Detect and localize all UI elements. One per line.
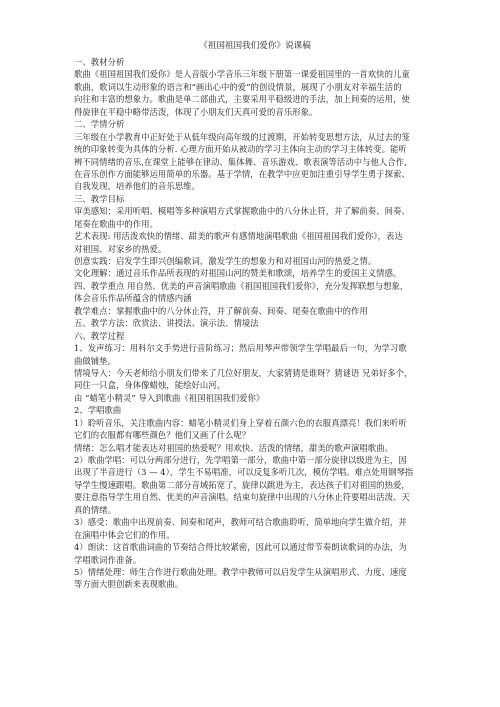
paragraph-line: 向往和丰富的想象力。歌曲是单二部曲式，主要采用平稳级进的手法，加上间奏的运用，使 [74, 94, 410, 105]
paragraph-line: 在演唱中体会它们的作用。 [74, 529, 175, 540]
paragraph-line: 歌曲《祖国祖国我们爱你》是人音版小学音乐三年级下册第一课爱祖国里的一首欢快的儿童 [74, 69, 410, 80]
paragraph-line: 等方面大胆创新来表现歌曲。 [74, 579, 184, 590]
paragraph-line: 教学难点：掌握歌曲中的八分休止符，并了解前奏、间奏、尾奏在歌曲中的作用 [74, 305, 368, 316]
paragraph-line: 文化理解：通过音乐作品所表现的对祖国山河的赞美和歌颂，培养学生的爱国主义情感。 [74, 268, 402, 279]
paragraph-line: 统的印象转变为具体的分析. 心理方面开始从被动的学习主体向主动的学习主体转变。能听 [74, 144, 407, 155]
paragraph-line: 得旋律在平稳中略带活泼，体现了小朋友们天真可爱的音乐形象。 [74, 106, 318, 117]
paragraph-line: 导学生慢速跟唱。歌曲第二部分音域拓宽了，旋律以跳进为主，表达孩子们对祖国的热爱， [74, 479, 410, 490]
paragraph-line: 5）情绪处理：师生合作进行歌曲处理。教学中教师可以启发学生从演唱形式、力度、速度 [74, 566, 407, 577]
paragraph-line: 真的情绪。 [74, 504, 116, 515]
paragraph-line: 艺术表现: 用活泼欢快的情绪、甜美的歌声有感情地演唱歌曲《祖国祖国我们爱你》，表达 [74, 231, 403, 242]
paragraph-line: 3）感受：歌曲中出现前奏、间奏和尾声，教师可结合歌曲聆听，简单地向学生做介绍，并 [74, 517, 407, 528]
document-title: 《祖国祖国我们爱你》说课稿 [199, 41, 311, 51]
paragraph-line: 1）聆听音乐，关注歌曲内容：蜡笔小精灵们身上穿着五颜六色的衣服真漂亮！我们来听听 [74, 417, 407, 428]
paragraph-line: 创意实践：启发学生即兴创编歌词，激发学生的想象力和对祖国山河的热爱之情。 [74, 256, 377, 266]
paragraph-line: 对祖国、对家乡的热爱。 [74, 243, 167, 254]
paragraph-line: 在音乐创作方面能够运用简单的乐器。基于学情，在教学中应更加注重引导学生勇于探索、 [74, 168, 410, 179]
paragraph-line: 2）歌曲学唱：可以分两部分进行，先学唱第一部分，歌曲中第一部分旋律以级进为主，因 [74, 455, 407, 465]
paragraph-line: 三年级在小学教育中正好处于从低年级向高年级的过渡期，开始转变思想方法，从过去的笼 [74, 131, 410, 142]
paragraph-line: 1、发声练习：用科尔文手势进行音阶练习；然后用琴声带领学生学唱最后一句，为学习歌 [74, 343, 407, 354]
paragraph-line: 尾奏在歌曲中的作用。 [74, 218, 158, 229]
paragraph-line: 辨不同情绪的音乐,在课堂上能够在律动、集体舞、音乐游戏、歌表演等活动中与他人合作, [74, 156, 407, 167]
section-heading: 六、教学过程 [74, 330, 125, 341]
paragraph-line: 体会音乐作品所蕴含的情感内涵 [74, 293, 192, 304]
paragraph-line: 出现了半音进行（3 — 4），学生不易唱准，可以反复多听几次，模仿学唱。难点处用钢琴指 [74, 467, 414, 478]
paragraph-line: 它们的衣服都有哪些颜色？他们又画了什么呢？ [74, 430, 251, 441]
section-heading: 2、学唱歌曲 [74, 405, 122, 416]
paragraph-line: 歌曲，歌词以生动形象的语言和“画出心中的爱”的创设情景，展现了小朋友对幸福生活的 [74, 81, 402, 92]
paragraph-line: 要注意指导学生用自然、优美的声音演唱。结束句旋律中出现的八分休止符要唱出活泼、天 [74, 492, 410, 503]
paragraph-line: 4）朗读：这首歌曲词曲的节奏结合得比较紧密，因此可以通过带节奏朗读歌词的办法，为 [74, 542, 407, 553]
document-page [74, 40, 436, 591]
document-body [74, 56, 436, 591]
paragraph-line: 学唱歌词作准备。 [74, 554, 142, 565]
paragraph-line: 审美感知：采用听唱、模唱等多种演唱方式掌握歌曲中的八分休止符，并了解前奏、间奏、 [74, 206, 410, 217]
paragraph-line: 自我发现，培养他们的音乐思维。 [74, 181, 200, 192]
section-heading: 一、教材分析 [74, 57, 125, 67]
section-heading: 三、教学目标 [74, 193, 125, 204]
paragraph-line: 曲做铺垫。 [74, 355, 116, 366]
paragraph-line: 同住一只盒，身体像蜡烛，能绘好山河。 [74, 380, 226, 391]
section-heading: 四、教学重点 用自然、优美的声音演唱歌曲《祖国祖国我们爱你》，充分发挥联想与想象， [74, 280, 409, 291]
section-heading: 五、教学方法：欣赏法、讲授法、演示法、情境法 [74, 318, 259, 329]
paragraph-line: 情绪：怎么唱才能表达对祖国的热爱呢？用欢快、活泼的情绪，甜美的歌声演唱歌曲。 [74, 442, 393, 453]
paragraph-line: 由 “蜡笔小精灵” 导入到歌曲《祖国祖国我们爱你》 [74, 392, 265, 403]
paragraph-line: 情境导入：今天老师给小朋友们带来了几位好朋友，大家猜猜是谁呀？猜谜语 兄弟好多个， [74, 367, 413, 378]
section-heading: 二、学情分析 [74, 119, 125, 130]
